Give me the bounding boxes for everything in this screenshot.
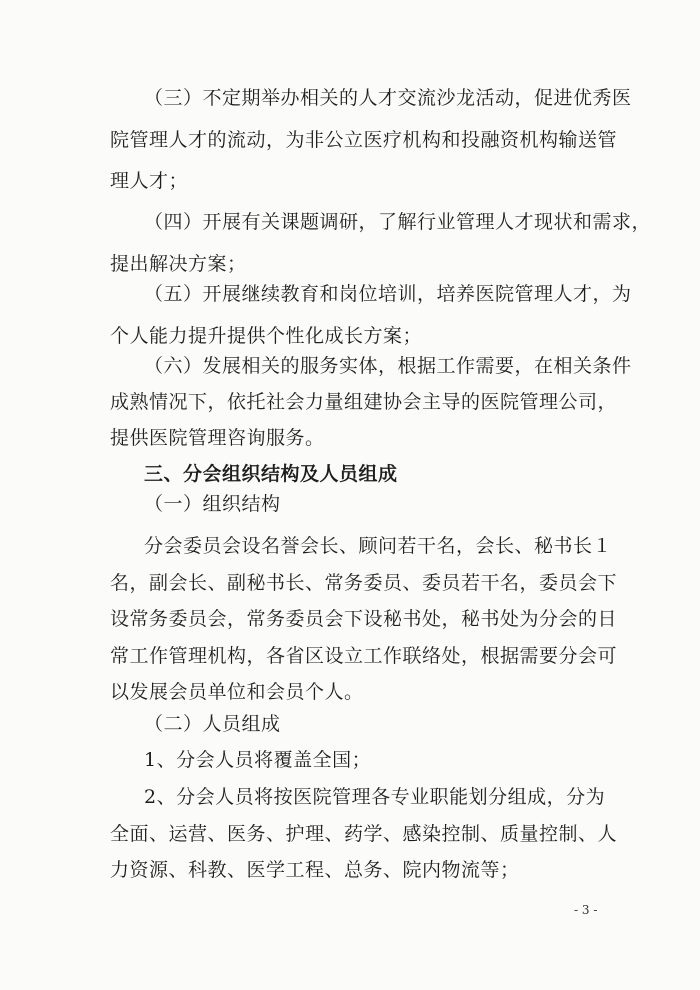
paragraph-9-line-2: 全面、运营、医务、护理、药学、感染控制、质量控制、人: [110, 823, 618, 845]
paragraph-4-line-1: （四）开展有关课题调研，了解行业管理人才现状和需求，: [144, 211, 652, 233]
subheading-personnel: （二）人员组成: [144, 713, 281, 735]
page-number: - 3 -: [574, 903, 598, 917]
paragraph-8-line-1: 1、分会人员将覆盖全国；: [144, 749, 372, 771]
paragraph-5-line-2: 个人能力提升提供个性化成长方案；: [110, 325, 423, 347]
paragraph-3-line-1: （三）不定期举办相关的人才交流沙龙活动，促进优秀医: [144, 87, 632, 109]
paragraph-7-line-4: 常工作管理机构，各省区设立工作联络处，根据需要分会可: [110, 645, 618, 667]
paragraph-7-line-1: 分会委员会设名誉会长、顾问若干名，会长、秘书长１: [144, 535, 613, 557]
paragraph-6-line-1: （六）发展相关的服务实体，根据工作需要，在相关条件: [144, 355, 632, 377]
paragraph-9-line-3: 力资源、科教、医学工程、总务、院内物流等；: [110, 859, 520, 881]
paragraph-7-line-3: 设常务委员会，常务委员会下设秘书处，秘书处为分会的日: [110, 608, 618, 630]
subheading-organization: （一）组织结构: [144, 493, 281, 515]
paragraph-3-line-3: 理人才；: [110, 170, 189, 192]
paragraph-4-line-2: 提出解决方案；: [110, 253, 247, 275]
paragraph-3-line-2: 院管理人才的流动，为非公立医疗机构和投融资机构输送管: [110, 129, 618, 151]
paragraph-9-line-1: 2、分会人员将按医院管理各专业职能划分组成，分为: [144, 786, 606, 808]
paragraph-5-line-1: （五）开展继续教育和岗位培训，培养医院管理人才，为: [144, 283, 632, 305]
paragraph-6-line-3: 提供医院管理咨询服务。: [110, 427, 325, 449]
paragraph-6-line-2: 成熟情况下，依托社会力量组建协会主导的医院管理公司，: [110, 391, 618, 413]
paragraph-7-line-2: 名，副会长、副秘书长、常务委员、委员若干名，委员会下: [110, 572, 618, 594]
section-heading-3: 三、分会组织结构及人员组成: [144, 463, 398, 485]
paragraph-7-line-5: 以发展会员单位和会员个人。: [110, 681, 364, 703]
